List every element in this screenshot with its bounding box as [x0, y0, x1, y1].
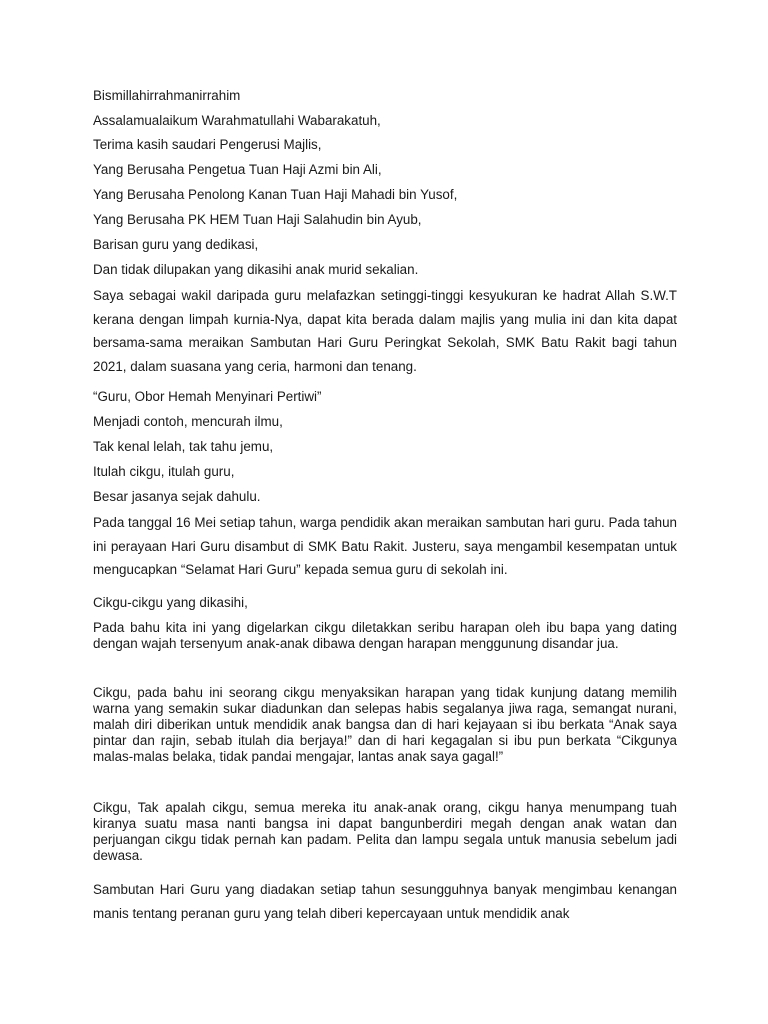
poem-title: “Guru, Obor Hemah Menyinari Pertiwi” [93, 389, 322, 404]
greeting-bismillah: Bismillahirrahmanirrahim [93, 88, 241, 103]
greeting-salam: Assalamualaikum Warahmatullahi Wabarakatuh, [93, 113, 381, 128]
greeting-senior-assistant: Yang Berusaha Penolong Kanan Tuan Haji Mahadi bin Yusof, [93, 187, 458, 202]
paragraph-nation: Cikgu, Tak apalah cikgu, semua mereka itu anak-anak orang, cikgu hanya menumpang tuah kiranya suatu masa nanti bangsa ini dapat bangunberdiri megah dengan anak watan dan perjuangan cikgu tidak pernah kan padam. Pelita dan lampu segala untuk manusia sebelum jadi dewasa. [93, 800, 677, 863]
paragraph-date: Pada tanggal 16 Mei setiap tahun, warga pendidik akan meraikan sambutan hari guru. Pada tahun ini perayaan Hari Guru disambut di SMK Batu Rakit. Justeru, saya mengambil kesempatan untuk mengucapkan “Selamat Hari Guru” kepada semua guru di sekolah ini. [93, 515, 677, 577]
salutation: Cikgu-cikgu yang dikasihi, [93, 595, 248, 610]
greeting-pk-hem: Yang Berusaha PK HEM Tuan Haji Salahudin bin Ayub, [93, 212, 422, 227]
greeting-teachers: Barisan guru yang dedikasi, [93, 237, 259, 252]
paragraph-intro: Saya sebagai wakil daripada guru melafazkan setinggi-tinggi kesyukuran ke hadrat Allah S.W.T kerana dengan limpah kurnia-Nya, dapat kita berada dalam majlis yang mulia ini dan kita dapat bersama-sama meraikan Sambutan Hari Guru Peringkat Sekolah, SMK Batu Rakit bagi tahun 2021, dalam suasana yang ceria, harmoni dan tenang. [93, 288, 677, 374]
poem-line: Itulah cikgu, itulah guru, [93, 464, 235, 479]
poem-line: Menjadi contoh, mencurah ilmu, [93, 414, 283, 429]
paragraph-closing: Sambutan Hari Guru yang diadakan setiap tahun sesungguhnya banyak mengimbau kenangan manis tentang peranan guru yang telah diberi kepercayaan untuk mendidik anak [93, 882, 677, 921]
poem-line: Besar jasanya sejak dahulu. [93, 489, 261, 504]
greeting-students: Dan tidak dilupakan yang dikasihi anak murid sekalian. [93, 262, 419, 277]
paragraph-shoulder: Pada bahu kita ini yang digelarkan cikgu diletakkan seribu harapan oleh ibu bapa yang dating dengan wajah tersenyum anak-anak dibawa dengan harapan menggunung disandar jua. [93, 620, 677, 651]
greeting-principal: Yang Berusaha Pengetua Tuan Haji Azmi bin Ali, [93, 162, 382, 177]
greeting-chairperson: Terima kasih saudari Pengerusi Majlis, [93, 137, 322, 152]
poem-line: Tak kenal lelah, tak tahu jemu, [93, 439, 274, 454]
paragraph-witness: Cikgu, pada bahu ini seorang cikgu menyaksikan harapan yang tidak kunjung datang memilih warna yang semakin sukar diadunkan dan selepas habis segalanya jiwa raga, semangat nurani, malah diri diberikan untuk mendidik anak bangsa dan di hari kejayaan si ibu berkata “Anak saya pintar dan rajin, sebab itulah dia berjaya!” dan di hari kegagalan si ibu pun berkata “Cikgunya malas-malas belaka, tidak pandai mengajar, lantas anak saya gagal!” [93, 685, 677, 764]
